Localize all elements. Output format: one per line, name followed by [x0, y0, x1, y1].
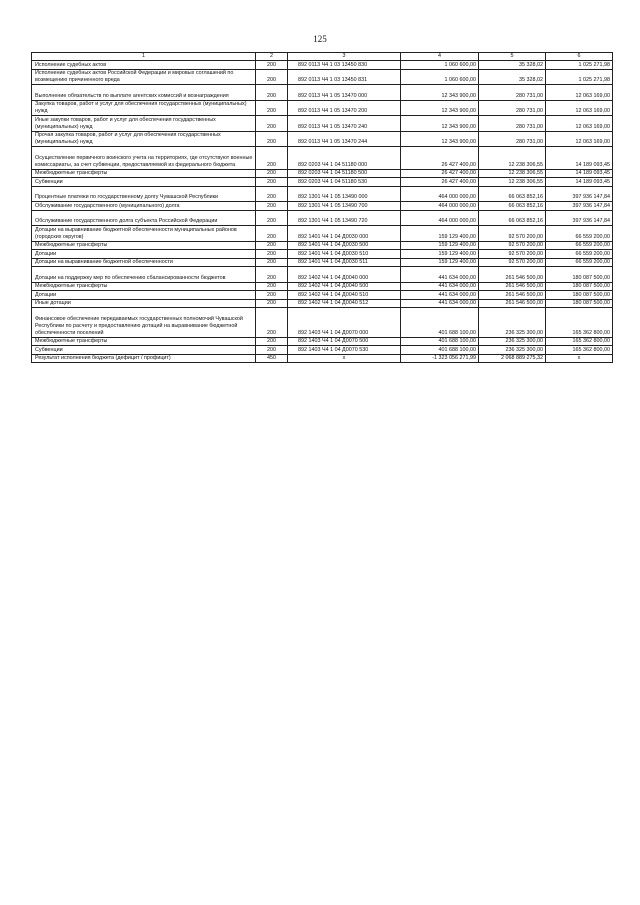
row-kbk-cell: x	[288, 354, 401, 363]
row-executed-cell: 261 546 500,00	[479, 299, 546, 308]
row-approved-cell: 464 000 000,00	[401, 202, 479, 211]
budget-execution-table	[31, 52, 613, 363]
page-number: 125	[313, 34, 327, 44]
row-executed-cell: 12 238 306,55	[479, 169, 546, 178]
row-code-cell: 200	[256, 210, 288, 226]
column-header: 3	[288, 53, 401, 61]
row-approved-cell: 159 129 400,00	[401, 241, 479, 250]
row-approved-cell: 441 634 000,00	[401, 267, 479, 283]
table-row	[32, 116, 613, 132]
row-executed-cell: 66 063 852,16	[479, 210, 546, 226]
column-header: 6	[546, 53, 613, 61]
row-executed-cell: 261 546 500,00	[479, 291, 546, 300]
row-name-cell: Исполнение судебных актов	[32, 61, 256, 70]
row-name-cell: Выполнение обязательств по выплате агентских комиссий и вознаграждения	[32, 85, 256, 101]
row-code-cell: 200	[256, 258, 288, 267]
row-name-cell: Дотации на выравнивание бюджетной обеспеченности	[32, 258, 256, 267]
row-name-cell: Субвенции	[32, 178, 256, 187]
row-name-cell: Обслуживание государственного долга субъекта Российской Федерации	[32, 210, 256, 226]
table-row	[32, 178, 613, 187]
row-kbk-cell: 892 0113 Ч4 1 03 13450 830	[288, 61, 401, 70]
row-approved-cell: 441 634 000,00	[401, 299, 479, 308]
table-row	[32, 210, 613, 226]
row-remaining-cell: 180 087 500,00	[546, 282, 613, 291]
row-name-cell: Закупка товаров, работ и услуг для обеспечения государственных (муниципальных) нужд	[32, 100, 256, 116]
row-code-cell: 200	[256, 169, 288, 178]
row-remaining-cell: 12 063 169,00	[546, 100, 613, 116]
row-approved-cell: 159 129 400,00	[401, 250, 479, 259]
row-kbk-cell: 892 0203 Ч4 1 04 51180 530	[288, 178, 401, 187]
row-kbk-cell: 892 1402 Ч4 1 04 Д0040 500	[288, 282, 401, 291]
row-kbk-cell: 892 1401 Ч4 1 04 Д0030 500	[288, 241, 401, 250]
row-executed-cell: 280 731,00	[479, 131, 546, 147]
row-code-cell: 200	[256, 116, 288, 132]
row-approved-cell: 26 427 400,00	[401, 147, 479, 170]
column-header: 2	[256, 53, 288, 61]
row-approved-cell: 26 427 400,00	[401, 178, 479, 187]
row-executed-cell: 12 238 306,55	[479, 178, 546, 187]
row-name-cell: Дотации	[32, 250, 256, 259]
row-approved-cell: 1 060 600,00	[401, 69, 479, 85]
row-executed-cell: 2 068 889 275,32	[479, 354, 546, 363]
row-name-cell: Иные дотации	[32, 299, 256, 308]
row-kbk-cell: 892 1403 Ч4 1 04 Д0070 530	[288, 346, 401, 355]
table-row	[32, 346, 613, 355]
row-executed-cell: 66 063 852,16	[479, 186, 546, 202]
row-kbk-cell: 892 1403 Ч4 1 04 Д0070 000	[288, 308, 401, 338]
row-code-cell: 200	[256, 226, 288, 242]
table-row	[32, 241, 613, 250]
row-name-cell: Дотации	[32, 291, 256, 300]
row-kbk-cell: 892 1402 Ч4 1 04 Д0040 512	[288, 299, 401, 308]
row-code-cell: 200	[256, 131, 288, 147]
row-remaining-cell: x	[546, 354, 613, 363]
row-executed-cell: 261 546 500,00	[479, 282, 546, 291]
row-name-cell: Межбюджетные трансферты	[32, 241, 256, 250]
row-executed-cell: 280 731,00	[479, 100, 546, 116]
row-name-cell: Процентные платежи по государственному долгу Чувашской Республики	[32, 186, 256, 202]
row-remaining-cell: 14 189 093,45	[546, 178, 613, 187]
row-name-cell: Исполнение судебных актов Российской Федерации и мировых соглашений по возмещению причиненного вреда	[32, 69, 256, 85]
row-code-cell: 200	[256, 291, 288, 300]
row-approved-cell: 159 129 400,00	[401, 258, 479, 267]
row-remaining-cell: 165 362 800,00	[546, 308, 613, 338]
row-code-cell: 450	[256, 354, 288, 363]
row-code-cell: 200	[256, 186, 288, 202]
table-row	[32, 282, 613, 291]
row-code-cell: 200	[256, 250, 288, 259]
row-kbk-cell: 892 1301 Ч4 1 05 13490 720	[288, 210, 401, 226]
row-kbk-cell: 892 1403 Ч4 1 04 Д0070 500	[288, 337, 401, 346]
table-row	[32, 69, 613, 85]
row-code-cell: 200	[256, 299, 288, 308]
row-kbk-cell: 892 1401 Ч4 1 04 Д0030 511	[288, 258, 401, 267]
row-code-cell: 200	[256, 100, 288, 116]
row-kbk-cell: 892 0113 Ч4 1 03 13450 831	[288, 69, 401, 85]
row-name-cell: Дотации на выравнивание бюджетной обеспеченности муниципальных районов (городских округов)	[32, 226, 256, 242]
column-header: 5	[479, 53, 546, 61]
row-kbk-cell: 892 0113 Ч4 1 05 13470 000	[288, 85, 401, 101]
table-row	[32, 131, 613, 147]
row-kbk-cell: 892 0113 Ч4 1 05 13470 200	[288, 100, 401, 116]
row-executed-cell: 92 570 200,00	[479, 258, 546, 267]
column-header: 1	[32, 53, 256, 61]
row-approved-cell: 12 343 900,00	[401, 85, 479, 101]
table-row	[32, 100, 613, 116]
row-remaining-cell: 12 063 169,00	[546, 131, 613, 147]
row-approved-cell: 401 688 100,00	[401, 346, 479, 355]
row-approved-cell: 441 634 000,00	[401, 291, 479, 300]
row-executed-cell: 12 238 306,55	[479, 147, 546, 170]
row-approved-cell: -1 323 056 271,99	[401, 354, 479, 363]
row-approved-cell: 159 129 400,00	[401, 226, 479, 242]
row-approved-cell: 12 343 900,00	[401, 131, 479, 147]
row-kbk-cell: 892 0203 Ч4 1 04 51180 500	[288, 169, 401, 178]
row-code-cell: 200	[256, 346, 288, 355]
table-row	[32, 147, 613, 170]
row-remaining-cell: 12 063 169,00	[546, 85, 613, 101]
row-kbk-cell: 892 0113 Ч4 1 05 13470 244	[288, 131, 401, 147]
row-kbk-cell: 892 1402 Ч4 1 04 Д0040 000	[288, 267, 401, 283]
row-executed-cell: 35 328,02	[479, 61, 546, 70]
row-code-cell: 200	[256, 202, 288, 211]
row-approved-cell: 401 688 100,00	[401, 337, 479, 346]
row-approved-cell: 464 000 000,00	[401, 186, 479, 202]
row-code-cell: 200	[256, 282, 288, 291]
table-row	[32, 250, 613, 259]
row-executed-cell: 35 328,02	[479, 69, 546, 85]
row-remaining-cell: 180 087 500,00	[546, 267, 613, 283]
table-row	[32, 308, 613, 338]
row-approved-cell: 12 343 900,00	[401, 116, 479, 132]
row-remaining-cell: 1 025 271,98	[546, 69, 613, 85]
row-remaining-cell: 66 559 200,00	[546, 258, 613, 267]
row-name-cell: Субвенции	[32, 346, 256, 355]
row-code-cell: 200	[256, 178, 288, 187]
row-code-cell: 200	[256, 267, 288, 283]
row-name-cell: Прочая закупка товаров, работ и услуг для обеспечения государственных (муниципальных) нужд	[32, 131, 256, 147]
table-row	[32, 226, 613, 242]
row-kbk-cell: 892 1301 Ч4 1 05 13490 000	[288, 186, 401, 202]
row-executed-cell: 92 570 200,00	[479, 250, 546, 259]
row-kbk-cell: 892 1401 Ч4 1 04 Д0030 510	[288, 250, 401, 259]
row-name-cell: Иные закупки товаров, работ и услуг для обеспечения государственных (муниципальных) нужд	[32, 116, 256, 132]
table-row	[32, 267, 613, 283]
row-code-cell: 200	[256, 147, 288, 170]
row-executed-cell: 280 731,00	[479, 85, 546, 101]
row-remaining-cell: 180 087 500,00	[546, 291, 613, 300]
row-approved-cell: 441 634 000,00	[401, 282, 479, 291]
row-remaining-cell: 397 936 147,84	[546, 202, 613, 211]
row-approved-cell: 401 688 100,00	[401, 308, 479, 338]
row-remaining-cell: 12 063 169,00	[546, 116, 613, 132]
row-code-cell: 200	[256, 241, 288, 250]
row-remaining-cell: 165 362 800,00	[546, 337, 613, 346]
row-executed-cell: 236 325 300,00	[479, 337, 546, 346]
row-remaining-cell: 14 189 093,45	[546, 147, 613, 170]
row-code-cell: 200	[256, 85, 288, 101]
row-approved-cell: 1 060 600,00	[401, 61, 479, 70]
row-code-cell: 200	[256, 308, 288, 338]
row-executed-cell: 92 570 200,00	[479, 241, 546, 250]
row-executed-cell: 236 325 300,00	[479, 308, 546, 338]
row-name-cell: Осуществление первичного воинского учета на территориях, где отсутствуют военные комиссариаты, за счет субвенции, предоставляемой из федерального бюджета	[32, 147, 256, 170]
row-approved-cell: 26 427 400,00	[401, 169, 479, 178]
result-row	[32, 354, 613, 363]
row-code-cell: 200	[256, 61, 288, 70]
column-number-row	[32, 53, 613, 61]
table-row	[32, 202, 613, 211]
row-executed-cell: 92 570 200,00	[479, 226, 546, 242]
row-remaining-cell: 66 559 200,00	[546, 250, 613, 259]
row-name-cell: Межбюджетные трансферты	[32, 169, 256, 178]
table-row	[32, 337, 613, 346]
row-executed-cell: 261 546 500,00	[479, 267, 546, 283]
row-name-cell: Межбюджетные трансферты	[32, 337, 256, 346]
row-remaining-cell: 14 189 093,45	[546, 169, 613, 178]
row-kbk-cell: 892 1301 Ч4 1 05 13490 700	[288, 202, 401, 211]
table-row	[32, 61, 613, 70]
row-kbk-cell: 892 1402 Ч4 1 04 Д0040 510	[288, 291, 401, 300]
row-kbk-cell: 892 0113 Ч4 1 05 13470 240	[288, 116, 401, 132]
row-name-cell: Финансовое обеспечение передаваемых государственных полномочий Чувашской Республики по расчету и предоставлению дотаций на выравнивание бюджетной обеспеченности поселений	[32, 308, 256, 338]
column-header: 4	[401, 53, 479, 61]
table-body	[32, 61, 613, 363]
row-remaining-cell: 66 559 200,00	[546, 226, 613, 242]
table-row	[32, 85, 613, 101]
row-executed-cell: 66 063 852,16	[479, 202, 546, 211]
row-executed-cell: 236 325 300,00	[479, 346, 546, 355]
row-remaining-cell: 397 936 147,84	[546, 186, 613, 202]
row-remaining-cell: 66 559 200,00	[546, 241, 613, 250]
row-name-cell: Дотации на поддержку мер по обеспечению сбалансированности бюджетов	[32, 267, 256, 283]
row-approved-cell: 12 343 900,00	[401, 100, 479, 116]
table-row	[32, 258, 613, 267]
row-name-cell: Обслуживание государственного (муниципального) долга	[32, 202, 256, 211]
row-remaining-cell: 165 362 800,00	[546, 346, 613, 355]
row-name-cell: Межбюджетные трансферты	[32, 282, 256, 291]
table-row	[32, 291, 613, 300]
row-remaining-cell: 397 936 147,84	[546, 210, 613, 226]
table-row	[32, 169, 613, 178]
row-remaining-cell: 1 025 271,98	[546, 61, 613, 70]
row-kbk-cell: 892 1401 Ч4 1 04 Д0030 000	[288, 226, 401, 242]
row-executed-cell: 280 731,00	[479, 116, 546, 132]
row-code-cell: 200	[256, 337, 288, 346]
row-name-cell: Результат исполнения бюджета (дефицит / профицит)	[32, 354, 256, 363]
row-code-cell: 200	[256, 69, 288, 85]
table-row	[32, 186, 613, 202]
row-remaining-cell: 180 087 500,00	[546, 299, 613, 308]
table-row	[32, 299, 613, 308]
row-kbk-cell: 892 0203 Ч4 1 04 51180 000	[288, 147, 401, 170]
row-approved-cell: 464 000 000,00	[401, 210, 479, 226]
